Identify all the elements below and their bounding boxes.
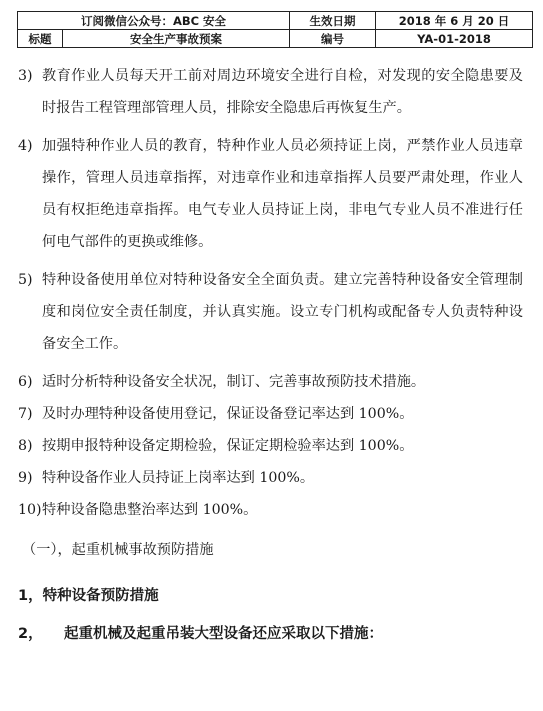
item-text: 按期申报特种设备定期检验，保证定期检验率达到 100%。 <box>42 438 414 454</box>
item-text: 特种设备使用单位对特种设备安全全面负责。建立完善特种设备安全管理制度和岗位安全责任制度，并认真实施。设立专门机构或配备专人负责特种设备安全工作。 <box>42 272 523 352</box>
list-item <box>18 264 523 360</box>
item-number: 4) <box>18 138 33 154</box>
item-number: 7) <box>18 406 33 422</box>
list-item <box>18 130 523 258</box>
item-number: 10) <box>18 502 42 518</box>
effective-date-label: 生效日期 <box>290 12 376 30</box>
item-number: 5) <box>18 272 33 288</box>
title-value: 安全生产事故预案 <box>63 30 290 48</box>
subsection-heading: （一），起重机械事故预防措施 <box>22 542 214 558</box>
item-number: 6) <box>18 374 33 390</box>
section-heading: 1，特种设备预防措施 <box>18 588 159 604</box>
header-row-2 <box>18 30 533 48</box>
item-text: 特种设备作业人员持证上岗率达到 100%。 <box>42 470 315 486</box>
document-body <box>18 60 523 650</box>
item-number: 9) <box>18 470 33 486</box>
item-text: 教育作业人员每天开工前对周边环境安全进行自检，对发现的安全隐患要及时报告工程管理部管理人员，排除安全隐患后再恢复生产。 <box>42 68 523 116</box>
subscription-text: 订阅微信公众号：ABC 安全 <box>18 12 290 30</box>
list-item <box>18 60 523 124</box>
effective-date-value: 2018 年 6 月 20 日 <box>376 12 533 30</box>
code-value: YA-01-2018 <box>376 30 533 48</box>
title-label: 标题 <box>18 30 63 48</box>
item-text: 特种设备隐患整治率达到 100%。 <box>42 502 258 518</box>
item-number: 3) <box>18 68 33 84</box>
item-text: 适时分析特种设备安全状况，制订、完善事故预防技术措施。 <box>42 374 426 390</box>
item-text: 及时办理特种设备使用登记，保证设备登记率达到 100%。 <box>42 406 414 422</box>
header-row-1 <box>18 12 533 30</box>
document-header-table <box>17 11 533 48</box>
item-number: 8) <box>18 438 33 454</box>
list-item <box>18 462 523 494</box>
list-item <box>18 430 523 462</box>
list-item <box>18 366 523 398</box>
section-number: 2， <box>18 626 43 642</box>
code-label: 编号 <box>290 30 376 48</box>
section-text: 起重机械及起重吊装大型设备还应采取以下措施： <box>64 626 383 642</box>
section-heading-2 <box>18 618 523 650</box>
list-item <box>18 494 523 526</box>
list-item <box>18 398 523 430</box>
item-text: 加强特种作业人员的教育，特种作业人员必须持证上岗，严禁作业人员违章操作，管理人员违章指挥，对违章作业和违章指挥人员要严肃处理，作业人员有权拒绝违章指挥。电气专业人员持证上岗，非电气专业人员不准进行任何电气部件的更换或维修。 <box>42 138 523 250</box>
